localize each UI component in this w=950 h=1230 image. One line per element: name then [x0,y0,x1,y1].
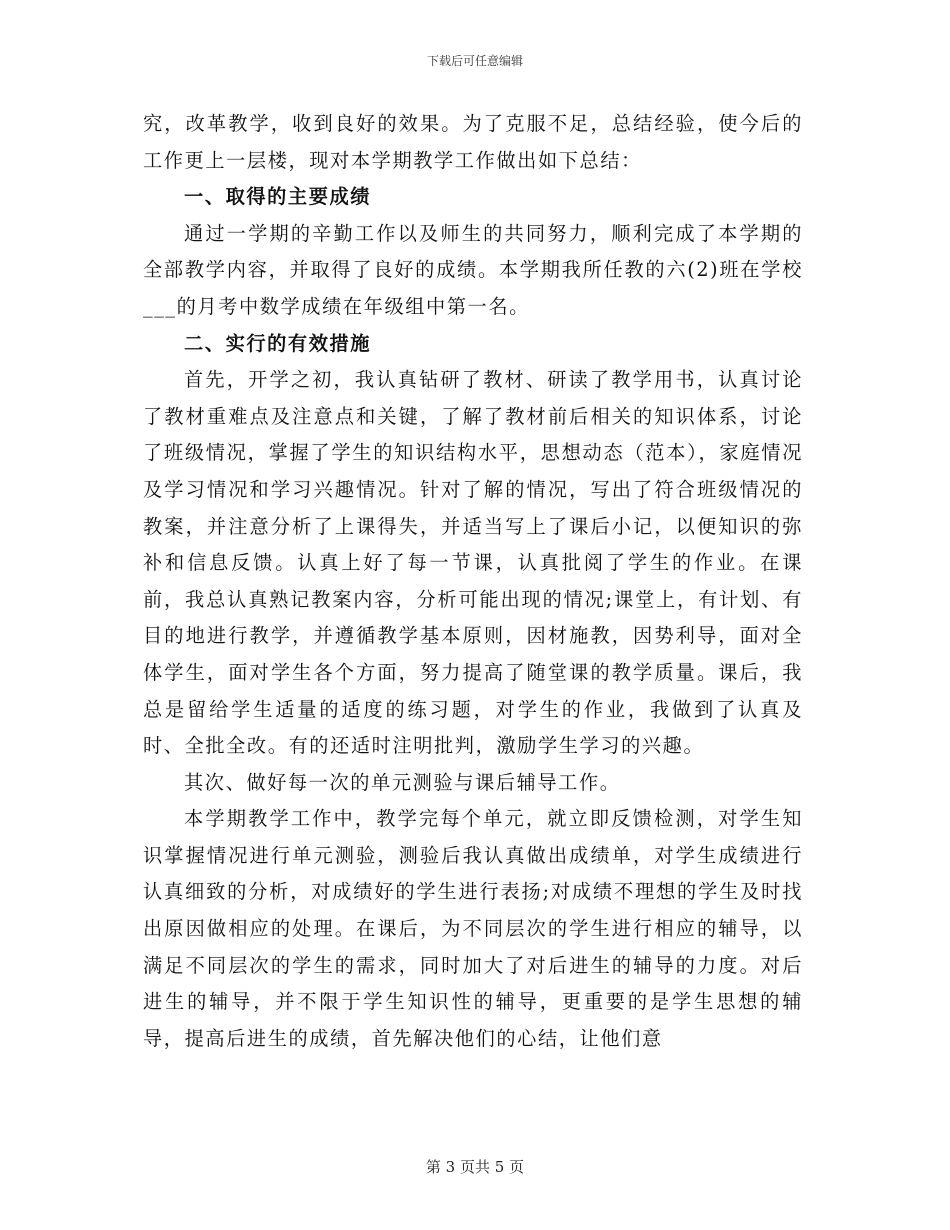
paragraph-achievements: 通过一学期的辛勤工作以及师生的共同努力，顺利完成了本学期的全部教学内容，并取得了良好的成绩。本学期我所任教的六(2)班在学校___的月考中数学成绩在年级组中第一名。 [143,221,803,318]
paragraph-measures-second-title: 其次、做好每一次的单元测验与课后辅导工作。 [184,770,621,794]
page-header: 下载后可任意编辑 [426,54,523,68]
page-footer: 第 3 页共 5 页 [425,1158,525,1176]
paragraph-measures-first: 首先，开学之初，我认真钻研了教材、研读了教学用书，认真讨论了教材重难点及注意点和关键，了解了教材前后相关的知识体系，讨论了班级情况，掌握了学生的知识结构水平，思想动态（范本），家庭情况及学习情况和学习兴趣情况。针对了解的情况，写出了符合班级情况的教案，并注意分析了上课得失，并适当写上了课后小记，以便知识的弥补和信息反馈。认真上好了每一节课，认真批阅了学生的作业。在课前，我总认真熟记教案内容，分析可能出现的情况;课堂上，有计划、有目的地进行教学，并遵循教学基本原则，因材施教，因势利导，面对全体学生，面对学生各个方面，努力提高了随堂课的教学质量。课后，我总是留给学生适量的适度的练习题，对学生的作业，我做到了认真及时、全批全改。有的还适时注明批判，激励学生学习的兴趣。 [143,368,803,758]
paragraph-measures-second: 本学期教学工作中，教学完每个单元，就立即反馈检测，对学生知识掌握情况进行单元测验，测验后我认真做出成绩单，对学生成绩进行认真细致的分析，对成绩好的学生进行表扬;对成绩不理想的学生及时找出原因做相应的处理。在课后，为不同层次的学生进行相应的辅导，以满足不同层次的学生的需求，同时加大了对后进生的辅导的力度。对后进生的辅导，并不限于学生知识性的辅导，更重要的是学生思想的辅导，提高后进生的成绩，首先解决他们的心结，让他们意 [143,807,803,1050]
paragraph-continuation: 究，改革教学，收到良好的效果。为了克服不足，总结经验，使今后的工作更上一层楼，现对本学期教学工作做出如下总结： [143,112,803,172]
section-heading-achievements: 一、取得的主要成绩 [184,185,372,209]
document-body [143,106,803,1057]
section-heading-measures: 二、实行的有效措施 [184,331,372,355]
